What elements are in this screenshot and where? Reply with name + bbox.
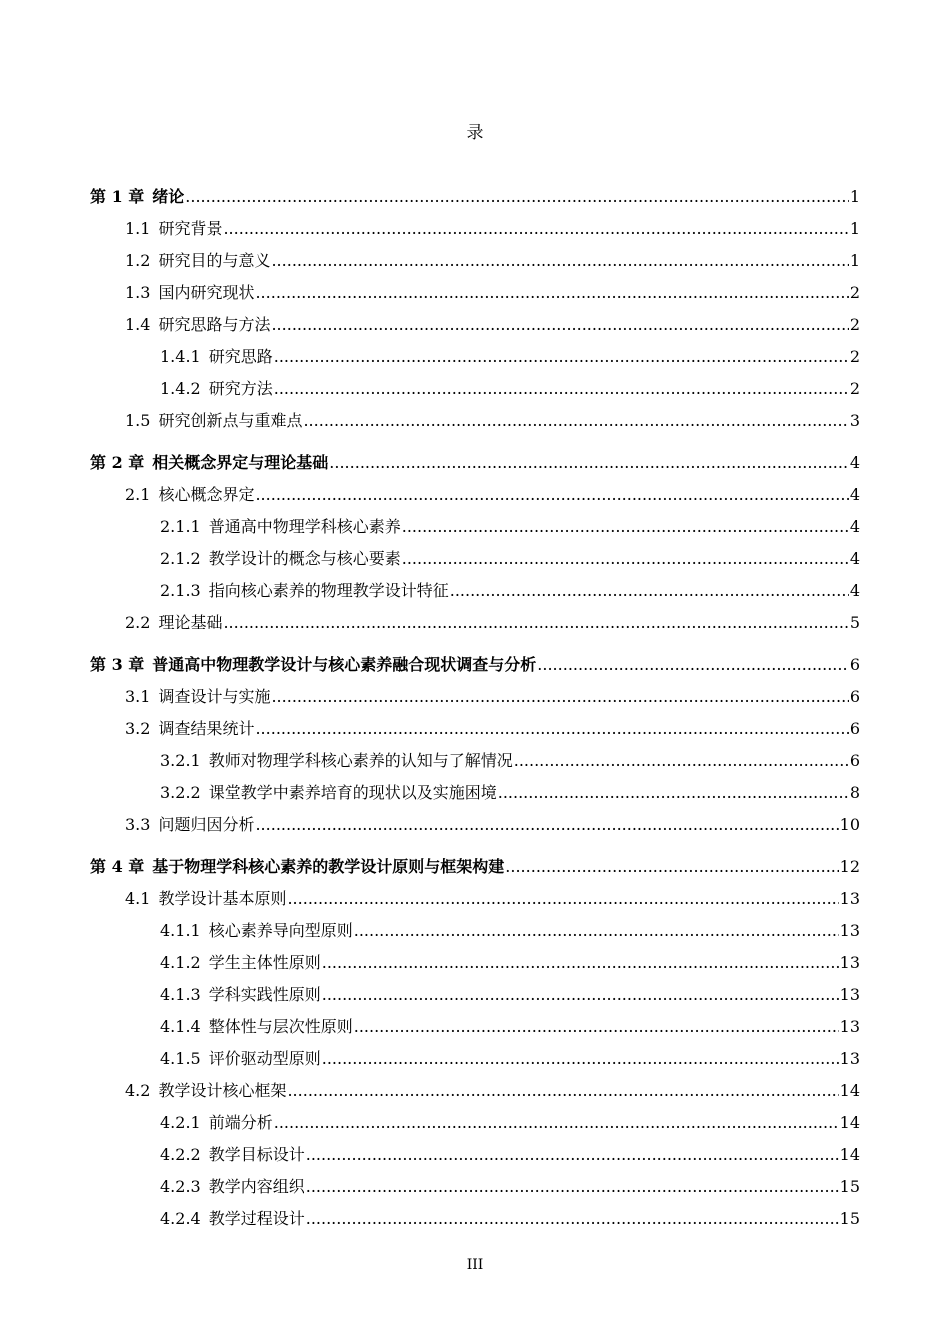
toc-entry[interactable]	[90, 375, 860, 407]
toc-entry-page: 13	[839, 953, 860, 972]
toc-entry-title: 研究思路与方法	[158, 315, 271, 334]
toc-entry-number: 第 1 章	[90, 187, 145, 206]
toc-entry-page: 14	[839, 1145, 860, 1164]
toc-leader-dots	[255, 715, 848, 743]
toc-entry-title: 核心概念界定	[158, 485, 255, 504]
toc-entry[interactable]	[90, 1173, 860, 1205]
toc-entry[interactable]	[90, 1109, 860, 1141]
toc-entry-title: 问题归因分析	[158, 815, 255, 834]
toc-entry-page: 1	[849, 187, 860, 206]
toc-entry-page: 14	[839, 1113, 860, 1132]
toc-entry-page: 4	[849, 581, 860, 600]
toc-entry-number: 1.4.2	[160, 379, 201, 398]
toc-leader-dots	[287, 1077, 838, 1105]
toc-entry-title: 教学目标设计	[208, 1145, 305, 1164]
toc-entry-number: 第 2 章	[90, 453, 145, 472]
toc-entry-number: 3.2.2	[160, 783, 201, 802]
toc-entry[interactable]	[90, 1013, 860, 1045]
table-of-contents	[90, 183, 860, 1237]
toc-entry-page: 1	[849, 251, 860, 270]
toc-entry[interactable]	[90, 449, 860, 481]
toc-leader-dots	[271, 683, 848, 711]
toc-entry[interactable]	[90, 885, 860, 917]
toc-entry-number: 3.1	[125, 687, 151, 706]
toc-leader-dots	[306, 1205, 839, 1233]
toc-leader-dots	[255, 279, 848, 307]
toc-entry-number: 2.2	[125, 613, 151, 632]
toc-leader-dots	[402, 545, 849, 573]
toc-leader-dots	[498, 779, 849, 807]
toc-entry-page: 4	[849, 517, 860, 536]
toc-entry-title: 教学过程设计	[208, 1209, 305, 1228]
toc-entry-title: 教学内容组织	[208, 1177, 305, 1196]
toc-leader-dots	[354, 1013, 839, 1041]
toc-entry-number: 4.1.5	[160, 1049, 201, 1068]
toc-entry-title: 整体性与层次性原则	[208, 1017, 353, 1036]
toc-leader-dots	[354, 917, 839, 945]
toc-leader-dots	[271, 247, 848, 275]
toc-entry-title: 普通高中物理教学设计与核心素养融合现状调查与分析	[152, 655, 537, 674]
toc-entry-page: 13	[839, 1017, 860, 1036]
toc-entry-page: 10	[839, 815, 860, 834]
toc-leader-dots	[303, 407, 848, 435]
toc-entry-page: 13	[839, 985, 860, 1004]
toc-leader-dots	[322, 949, 839, 977]
toc-entry[interactable]	[90, 215, 860, 247]
toc-leader-dots	[274, 375, 849, 403]
toc-entry-page: 13	[839, 921, 860, 940]
toc-entry[interactable]	[90, 1077, 860, 1109]
toc-entry-title: 教学设计的概念与核心要素	[208, 549, 401, 568]
toc-entry-page: 2	[849, 315, 860, 334]
toc-entry-page: 13	[839, 889, 860, 908]
toc-entry-page: 2	[849, 379, 860, 398]
toc-entry-number: 4.2.1	[160, 1113, 201, 1132]
toc-leader-dots	[450, 577, 849, 605]
toc-entry[interactable]	[90, 1205, 860, 1237]
toc-entry-number: 1.5	[125, 411, 151, 430]
toc-leader-dots	[514, 747, 849, 775]
toc-entry-page: 5	[849, 613, 860, 632]
toc-entry-number: 1.1	[125, 219, 151, 238]
toc-entry-number: 4.1.1	[160, 921, 201, 940]
toc-entry-title: 研究创新点与重难点	[158, 411, 303, 430]
toc-entry[interactable]	[90, 1141, 860, 1173]
toc-entry-page: 6	[849, 719, 860, 738]
toc-entry-title: 教学设计核心框架	[158, 1081, 287, 1100]
toc-entry-page: 3	[849, 411, 860, 430]
toc-entry-page: 15	[839, 1177, 860, 1196]
toc-entry[interactable]	[90, 779, 860, 811]
toc-leader-dots	[255, 811, 838, 839]
toc-entry-number: 1.4	[125, 315, 151, 334]
toc-entry-title: 评价驱动型原则	[208, 1049, 321, 1068]
toc-entry-title: 调查结果统计	[158, 719, 255, 738]
toc-entry-title: 学生主体性原则	[208, 953, 321, 972]
toc-leader-dots	[274, 1109, 839, 1137]
toc-leader-dots	[505, 853, 838, 881]
toc-entry-title: 课堂教学中素养培育的现状以及实施困境	[208, 783, 497, 802]
toc-entry[interactable]	[90, 513, 860, 545]
toc-entry[interactable]	[90, 747, 860, 779]
toc-entry[interactable]	[90, 949, 860, 981]
toc-entry-number: 第 4 章	[90, 857, 145, 876]
toc-entry-title: 核心素养导向型原则	[208, 921, 353, 940]
toc-leader-dots	[223, 215, 848, 243]
toc-entry[interactable]	[90, 481, 860, 513]
toc-entry[interactable]	[90, 545, 860, 577]
toc-leader-dots	[287, 885, 838, 913]
toc-entry-number: 4.2	[125, 1081, 151, 1100]
toc-entry-page: 4	[849, 485, 860, 504]
toc-entry-title: 基于物理学科核心素养的教学设计原则与框架构建	[152, 857, 505, 876]
toc-entry[interactable]	[90, 917, 860, 949]
toc-entry-title: 教学设计基本原则	[158, 889, 287, 908]
toc-entry-number: 4.2.3	[160, 1177, 201, 1196]
toc-leader-dots	[255, 481, 848, 509]
toc-entry-title: 理论基础	[158, 613, 223, 632]
toc-entry-number: 1.4.1	[160, 347, 201, 366]
toc-entry-number: 4.1.4	[160, 1017, 201, 1036]
toc-entry-page: 6	[849, 655, 860, 674]
toc-leader-dots	[185, 183, 849, 211]
toc-heading: 录	[466, 123, 484, 143]
toc-entry-number: 第 3 章	[90, 655, 145, 674]
toc-entry-page: 4	[849, 549, 860, 568]
toc-entry-title: 相关概念界定与理论基础	[152, 453, 329, 472]
toc-entry-page: 6	[849, 751, 860, 770]
toc-entry-title: 教师对物理学科核心素养的认知与了解情况	[208, 751, 513, 770]
toc-entry-title: 学科实践性原则	[208, 985, 321, 1004]
toc-leader-dots	[271, 311, 848, 339]
toc-entry-number: 4.2.2	[160, 1145, 201, 1164]
toc-entry-title: 研究思路	[208, 347, 273, 366]
toc-entry-page: 13	[839, 1049, 860, 1068]
toc-entry-title: 调查设计与实施	[158, 687, 271, 706]
toc-entry-number: 2.1	[125, 485, 151, 504]
toc-entry[interactable]	[90, 577, 860, 609]
toc-entry-title: 研究方法	[208, 379, 273, 398]
toc-entry-number: 2.1.3	[160, 581, 201, 600]
toc-entry-number: 1.3	[125, 283, 151, 302]
toc-entry-page: 6	[849, 687, 860, 706]
toc-entry-number: 3.2.1	[160, 751, 201, 770]
toc-entry-number: 2.1.1	[160, 517, 201, 536]
toc-entry-number: 4.1.3	[160, 985, 201, 1004]
toc-leader-dots	[306, 1173, 839, 1201]
toc-leader-dots	[329, 449, 849, 477]
toc-entry-page: 2	[849, 283, 860, 302]
toc-entry[interactable]	[90, 311, 860, 343]
toc-entry[interactable]	[90, 715, 860, 747]
toc-entry-page: 8	[849, 783, 860, 802]
toc-entry[interactable]	[90, 1045, 860, 1077]
page-number: III	[466, 1257, 484, 1273]
toc-entry-page: 4	[849, 453, 860, 472]
toc-entry-page: 1	[849, 219, 860, 238]
toc-entry-title: 普通高中物理学科核心素养	[208, 517, 401, 536]
toc-entry-page: 14	[839, 1081, 860, 1100]
toc-entry[interactable]	[90, 651, 860, 683]
toc-entry-page: 15	[839, 1209, 860, 1228]
toc-entry-page: 2	[849, 347, 860, 366]
toc-entry[interactable]	[90, 683, 860, 715]
toc-leader-dots	[274, 343, 849, 371]
toc-entry[interactable]	[90, 343, 860, 375]
toc-entry-title: 绪论	[152, 187, 185, 206]
toc-entry[interactable]	[90, 279, 860, 311]
toc-entry[interactable]	[90, 247, 860, 279]
toc-entry[interactable]	[90, 853, 860, 885]
toc-entry-title: 研究背景	[158, 219, 223, 238]
toc-leader-dots	[322, 981, 839, 1009]
toc-leader-dots	[402, 513, 849, 541]
toc-entry-title: 前端分析	[208, 1113, 273, 1132]
toc-entry-title: 研究目的与意义	[158, 251, 271, 270]
toc-leader-dots	[537, 651, 849, 679]
toc-entry-number: 4.2.4	[160, 1209, 201, 1228]
toc-entry[interactable]	[90, 183, 860, 215]
toc-leader-dots	[322, 1045, 839, 1073]
toc-entry-title: 指向核心素养的物理教学设计特征	[208, 581, 449, 600]
toc-entry[interactable]	[90, 811, 860, 843]
toc-entry-number: 1.2	[125, 251, 151, 270]
toc-entry[interactable]	[90, 407, 860, 439]
toc-entry-number: 3.2	[125, 719, 151, 738]
toc-entry-number: 2.1.2	[160, 549, 201, 568]
toc-entry-page: 12	[839, 857, 860, 876]
toc-entry-number: 3.3	[125, 815, 151, 834]
toc-entry[interactable]	[90, 609, 860, 641]
toc-entry-number: 4.1.2	[160, 953, 201, 972]
toc-leader-dots	[306, 1141, 839, 1169]
toc-entry[interactable]	[90, 981, 860, 1013]
toc-entry-number: 4.1	[125, 889, 151, 908]
toc-entry-title: 国内研究现状	[158, 283, 255, 302]
toc-leader-dots	[223, 609, 848, 637]
